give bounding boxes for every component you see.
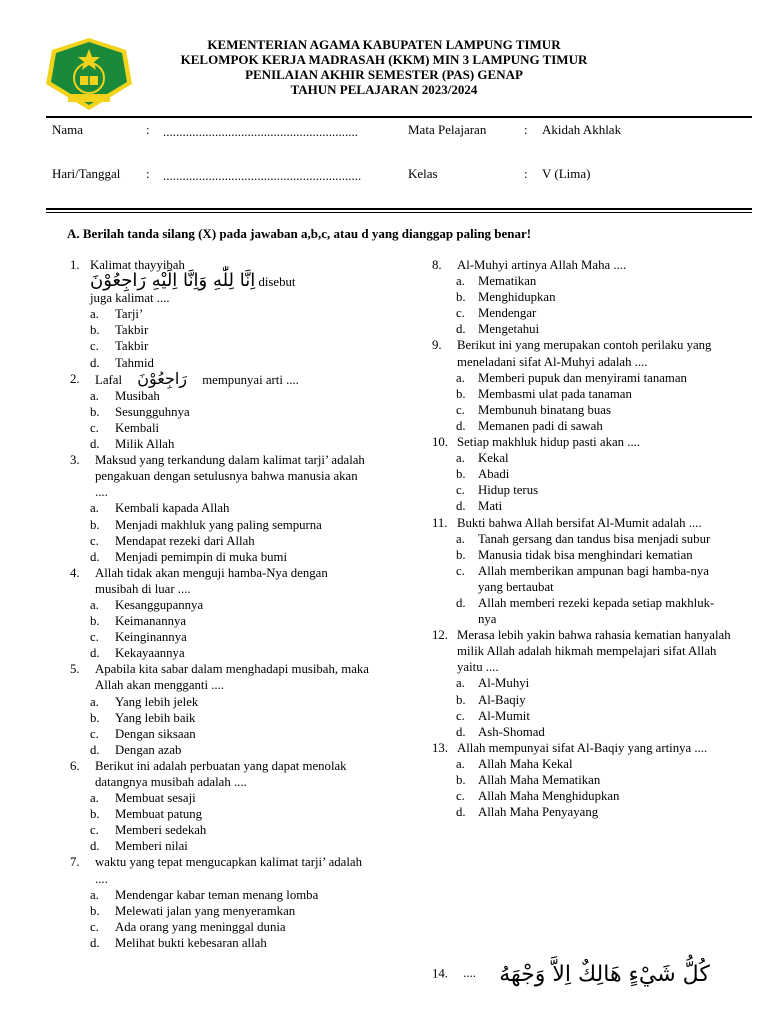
question-number: 14. [432, 966, 448, 981]
question-number: 13. [432, 740, 448, 755]
question-text: Berikut ini adalah perbuatan yang dapat menolak datangnya musibah adalah .... [95, 758, 347, 789]
option-9c[interactable]: c. Membunuh binatang buas [456, 402, 611, 417]
option-6b[interactable]: b. Membuat patung [90, 807, 203, 822]
info-rule-top [46, 208, 752, 210]
question-text: Kalimat thayyibah [90, 258, 185, 272]
question-7 [70, 854, 370, 886]
kelas-value: V (Lima) [542, 166, 591, 181]
option-10c[interactable]: c. Hidup terus [456, 483, 539, 498]
mapel-colon: : [524, 122, 528, 137]
question-number: 7. [70, 855, 80, 870]
option-10d[interactable]: d. Mati [456, 499, 503, 514]
question-10 [432, 434, 732, 450]
option-7c[interactable]: c. Ada orang yang meninggal dunia [90, 919, 286, 934]
option-2c[interactable]: c. Kembali [90, 420, 160, 435]
question-1 [70, 257, 370, 306]
option-2a[interactable]: a. Musibah [90, 388, 160, 403]
option-4d[interactable]: d. Kekayaannya [90, 646, 185, 661]
question-9 [432, 337, 732, 369]
option-4c[interactable]: c. Keinginannya [90, 630, 187, 645]
option-8d[interactable]: d. Mengetahui [456, 322, 540, 337]
option-11d[interactable]: d. Allah memberi rezeki kepada setiap makhluk-nya [456, 595, 715, 627]
question-2 [70, 368, 370, 388]
option-7d[interactable]: d. Melihat bukti kebesaran allah [90, 935, 267, 950]
option-5c[interactable]: c. Dengan siksaan [90, 726, 196, 741]
arabic-text: رَاجِعُوْنَ [137, 368, 187, 388]
option-9a[interactable]: a. Memberi pupuk dan menyirami tanaman [456, 370, 687, 385]
question-number: 5. [70, 662, 80, 677]
question-number: 12. [432, 628, 448, 643]
question-12 [432, 627, 732, 675]
question-number: 8. [432, 258, 442, 272]
option-1c[interactable]: c. Takbir [90, 339, 149, 354]
nama-label: Nama [52, 122, 84, 137]
option-13b[interactable]: b. Allah Maha Mematikan [456, 773, 601, 787]
question-text: waktu yang tepat mengucapkan kalimat tarji’ adalah .... [95, 855, 362, 886]
option-5d[interactable]: d. Dengan azab [90, 742, 182, 757]
option-13d[interactable]: d. Allah Maha Penyayang [456, 805, 599, 820]
questions-left-column [70, 257, 370, 951]
question-text: Maksud yang terkandung dalam kalimat tarji’ adalah pengakuan dengan setulusnya bahwa manusia akan .... [95, 453, 365, 500]
option-12b[interactable]: b. Al-Baqiy [456, 692, 526, 707]
question-text: Allah tidak akan menguji hamba-Nya dengan musibah di luar .... [95, 565, 328, 596]
header-year: TAHUN PELAJARAN 2023/2024 [290, 82, 478, 97]
option-13a[interactable]: a. Allah Maha Kekal [456, 756, 573, 771]
question-11 [432, 515, 732, 531]
hari-label: Hari/Tanggal [52, 166, 121, 181]
option-12d[interactable]: d. Ash-Shomad [456, 724, 545, 739]
question-text: Setiap makhluk hidup pasti akan .... [457, 435, 641, 450]
option-11c[interactable]: c. Allah memberikan ampunan bagi hamba-nya yang bertaubat [456, 563, 709, 594]
option-4b[interactable]: b. Keimanannya [90, 614, 187, 629]
option-1d[interactable]: d. Tahmid [90, 355, 154, 370]
nama-field[interactable]: ............................................................ [163, 124, 358, 139]
instruction: A. Berilah tanda silang (X) pada jawaban a,b,c, atau d yang dianggap paling benar! [67, 226, 532, 241]
question-4 [70, 565, 370, 597]
option-5b[interactable]: b. Yang lebih baik [90, 710, 196, 725]
header-ministry: KEMENTERIAN AGAMA KABUPATEN LAMPUNG TIMUR [207, 37, 561, 52]
question-text: Merasa lebih yakin bahwa rahasia kematian hanyalah milik Allah adalah hikmah mempelajari sifat Allah yaitu .... [457, 628, 731, 675]
question-14 [432, 962, 710, 987]
option-9b[interactable]: b. Membasmi ulat pada tanaman [456, 386, 632, 401]
question-text: Bukti bahwa Allah bersifat Al-Mumit adalah .... [457, 515, 702, 530]
info-rule-bottom [46, 212, 752, 213]
header-rule [46, 116, 752, 118]
nama-colon: : [146, 122, 150, 137]
question-5 [70, 661, 370, 693]
option-1a[interactable]: a. Tarji’ [90, 307, 144, 322]
option-13c[interactable]: c. Allah Maha Menghidupkan [456, 789, 620, 804]
question-number: 10. [432, 435, 448, 450]
hari-field[interactable]: ............................................................. [163, 168, 362, 183]
question-number: 3. [70, 453, 80, 468]
arabic-text: كُلُّ شَيْءٍ هَالِكٌ اِلاَّ وَجْهَهُ [499, 962, 710, 987]
option-12a[interactable]: a. Al-Muhyi [456, 676, 530, 691]
option-6a[interactable]: a. Membuat sesaji [90, 791, 196, 806]
hari-colon: : [146, 166, 150, 181]
question-8 [432, 257, 732, 273]
question-number: 11. [432, 515, 448, 530]
option-11b[interactable]: b. Manusia tidak bisa menghindari kematian [456, 547, 693, 562]
question-text: Berikut ini yang merupakan contoh perilaku yang meneladani sifat Al-Muhyi adalah .... [457, 338, 712, 369]
option-3c[interactable]: c. Mendapat rezeki dari Allah [90, 533, 255, 548]
mapel-value: Akidah Akhlak [542, 122, 622, 137]
kelas-colon: : [524, 166, 528, 181]
option-10a[interactable]: a. Kekal [456, 451, 509, 466]
option-2d[interactable]: d. Milik Allah [90, 437, 175, 452]
option-12c[interactable]: c. Al-Mumit [456, 708, 530, 723]
question-6 [70, 758, 370, 790]
question-number: 2. [70, 371, 80, 386]
question-text: Allah mempunyai sifat Al-Baqiy yang artinya .... [457, 740, 708, 755]
question-text: juga kalimat .... [90, 291, 170, 306]
exam-header [140, 37, 628, 97]
header-exam: PENILAIAN AKHIR SEMESTER (PAS) GENAP [245, 67, 523, 82]
question-text: disebut [258, 275, 296, 290]
question-number: 6. [70, 758, 80, 773]
question-text: Lafal [95, 372, 122, 387]
option-5a[interactable]: a. Yang lebih jelek [90, 694, 199, 709]
question-13 [432, 740, 732, 756]
option-11a[interactable]: a. Tanah gersang dan tandus bisa menjadi subur [456, 531, 711, 546]
option-6d[interactable]: d. Memberi nilai [90, 839, 188, 854]
questions-right-column [432, 257, 732, 820]
option-1b[interactable]: b. Takbir [90, 323, 149, 338]
option-8a[interactable]: a. Mematikan [456, 274, 537, 289]
header-kkm: KELOMPOK KERJA MADRASAH (KKM) MIN 3 LAMPUNG TIMUR [180, 52, 588, 67]
question-number: 4. [70, 565, 80, 580]
question-number: 9. [432, 338, 442, 353]
option-10b[interactable]: b. Abadi [456, 467, 510, 482]
kemenag-emblem-icon [44, 36, 134, 112]
option-7b[interactable]: b. Melewati jalan yang menyeramkan [90, 903, 296, 918]
mapel-label: Mata Pelajaran [408, 122, 487, 137]
question-text: .... [463, 966, 476, 981]
question-number: 1. [70, 258, 80, 272]
option-6c[interactable]: c. Memberi sedekah [90, 823, 207, 838]
option-8c[interactable]: c. Mendengar [456, 306, 537, 321]
question-text: Apabila kita sabar dalam menghadapi musibah, maka Allah akan mengganti .... [95, 662, 369, 693]
option-8b[interactable]: b. Menghidupkan [456, 290, 556, 305]
option-4a[interactable]: a. Kesanggupannya [90, 597, 204, 612]
question-text: Al-Muhyi artinya Allah Maha .... [457, 258, 627, 272]
option-3a[interactable]: a. Kembali kapada Allah [90, 501, 230, 516]
question-text: mempunyai arti .... [202, 372, 299, 387]
option-2b[interactable]: b. Sesungguhnya [90, 404, 190, 419]
option-9d[interactable]: d. Memanen padi di sawah [456, 418, 603, 433]
arabic-text: اِنَّا لِلّٰهِ وَاِنَّا اِلَيْهِ رَاجِعُوْنَ [90, 270, 256, 292]
option-3d[interactable]: d. Menjadi pemimpin di muka bumi [90, 549, 288, 564]
kelas-label: Kelas [408, 166, 438, 181]
option-7a[interactable]: a. Mendengar kabar teman menang lomba [90, 887, 319, 902]
kemenag-logo [44, 36, 134, 112]
question-3 [70, 452, 370, 500]
option-3b[interactable]: b. Menjadi makhluk yang paling sempurna [90, 517, 322, 532]
